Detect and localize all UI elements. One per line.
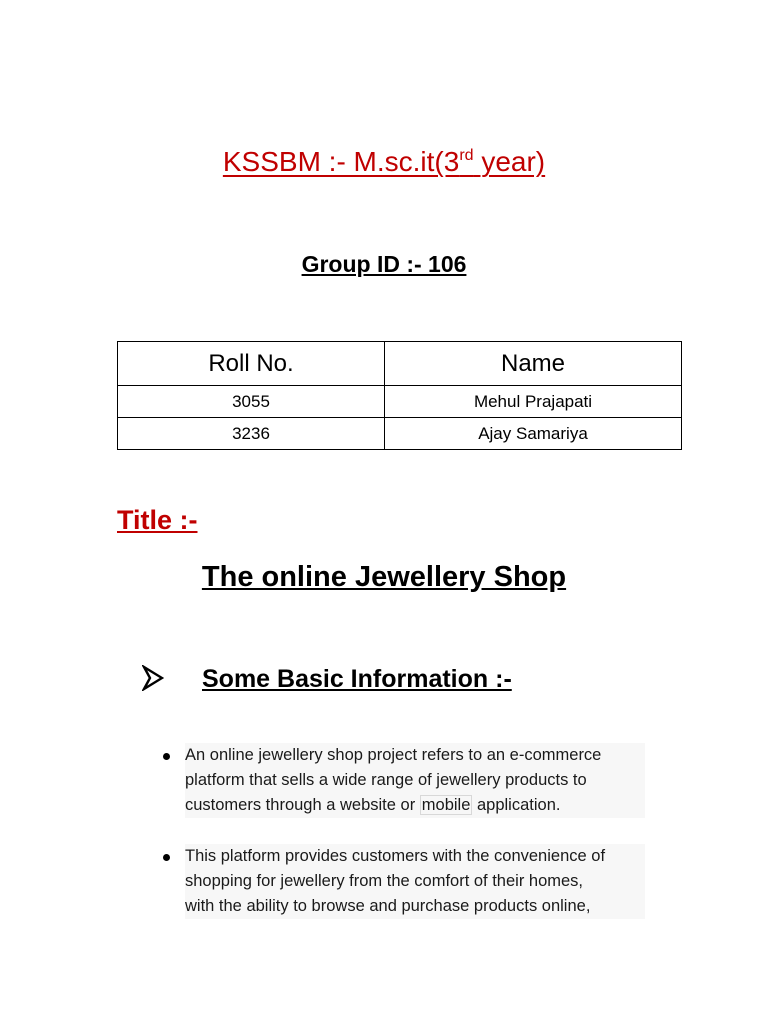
bullet-dot-icon bbox=[163, 753, 170, 760]
roster-header-name: Name bbox=[385, 342, 682, 386]
bullet-text bbox=[185, 743, 645, 818]
roster-cell-roll: 3236 bbox=[118, 418, 385, 450]
bullet-line-end: application. bbox=[472, 796, 561, 814]
boxed-word: mobile bbox=[421, 796, 471, 814]
section-heading bbox=[142, 661, 702, 697]
bullet-line: platform that sells a wide range of jewellery products to bbox=[185, 768, 645, 793]
course-header-suffix: year) bbox=[473, 146, 546, 177]
group-id: Group ID :- 106 bbox=[301, 251, 467, 277]
bullet-line: This platform provides customers with the convenience of bbox=[185, 844, 645, 869]
section-heading-label: Some Basic Information :- bbox=[202, 665, 512, 693]
course-header-prefix: KSSBM :- M.sc.it(3 bbox=[222, 146, 460, 177]
roster-table bbox=[117, 341, 682, 450]
course-header bbox=[0, 142, 768, 182]
bullet-dot-icon bbox=[163, 854, 170, 861]
roster-header-row bbox=[118, 342, 682, 386]
list-item bbox=[163, 743, 643, 823]
title-label: Title :- bbox=[117, 505, 198, 535]
list-item bbox=[163, 844, 643, 924]
bullet-line bbox=[185, 793, 645, 818]
bullet-line: An online jewellery shop project refers to an e-commerce bbox=[185, 743, 645, 768]
table-row bbox=[118, 386, 682, 418]
roster-header-roll: Roll No. bbox=[118, 342, 385, 386]
course-header-superscript: rd bbox=[459, 147, 474, 164]
bullet-line: with the ability to browse and purchase products online, bbox=[185, 894, 645, 919]
bullet-text bbox=[185, 844, 645, 919]
bullet-line: shopping for jewellery from the comfort of their homes, bbox=[185, 869, 645, 894]
roster-cell-name: Mehul Prajapati bbox=[385, 386, 682, 418]
roster-cell-roll: 3055 bbox=[118, 386, 385, 418]
project-title: The online Jewellery Shop bbox=[201, 561, 567, 593]
bullet-line-start: customers through a website or bbox=[185, 796, 420, 814]
table-row bbox=[118, 418, 682, 450]
roster-cell-name: Ajay Samariya bbox=[385, 418, 682, 450]
arrowhead-bullet-icon bbox=[142, 665, 164, 691]
